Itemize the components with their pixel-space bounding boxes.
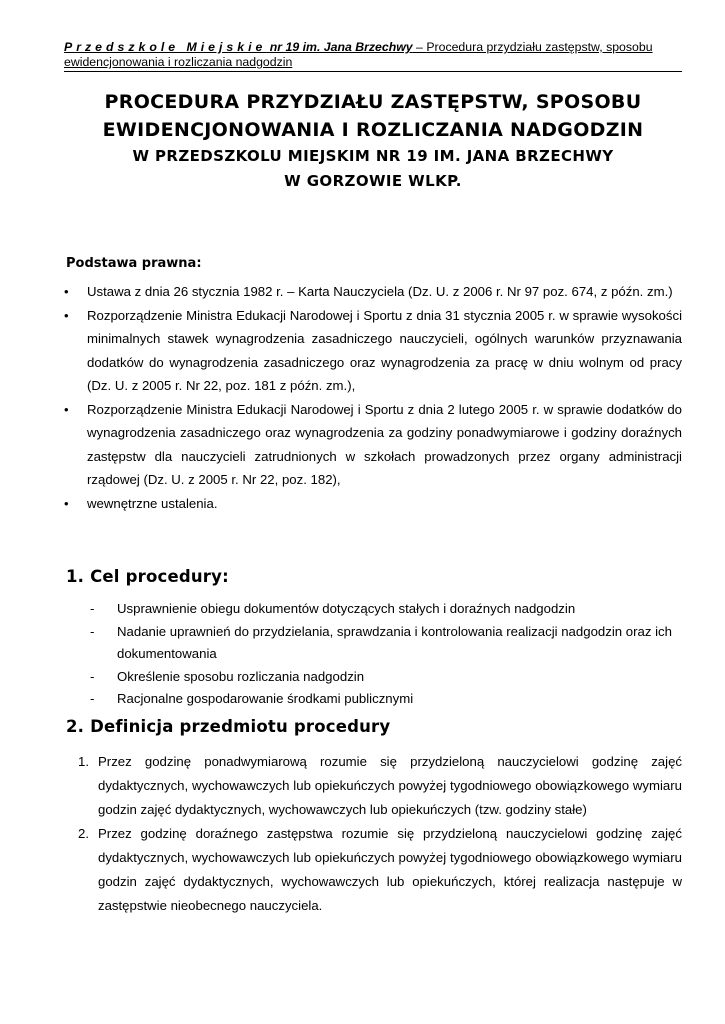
list-item-text: Usprawnienie obiegu dokumentów dotyczących stałych i doraźnych nadgodzin [117,601,576,616]
list-item-text: Ustawa z dnia 26 stycznia 1982 r. – Karta Nauczyciela (Dz. U. z 2006 r. Nr 97 poz. 674, z późn. zm.) [87,284,673,299]
list-item-text: wewnętrzne ustalenia. [87,495,218,511]
header-institution [64,40,413,54]
bullet-icon: • [64,307,69,323]
legal-basis-heading: Podstawa prawna: [66,256,202,271]
dash-icon: - [90,601,95,616]
bullet-icon: • [64,284,69,299]
list-item-text: Przez godzinę ponadwymiarową rozumie się przydzieloną nauczycielowi godzinę zajęć dydaktycznych, wychowawczych lub opiekuńczych powyżej tygodniowego obowiązkowego wymiaru godzin zajęć dydaktycznych, wychowawczych lub opiekuńczych (tzw. godziny stałe) [98,754,682,817]
list-item [78,822,682,918]
running-header [64,40,682,72]
item-number: 1. [78,754,89,769]
list-item-text: Nadanie uprawnień do przydzielania, sprawdzania i kontrolowania realizacji nadgodzin oraz ich dokumentowania [117,623,672,661]
section-2-heading: 2. Definicja przedmiotu procedury [66,717,391,736]
list-item [90,666,682,689]
bullet-icon: • [64,495,69,511]
header-description: Procedura przydziału zastępstw, sposobu ewidencjonowania i rozliczania nadgodzin [64,40,653,69]
list-item-text: Racjonalne gospodarowanie środkami publicznymi [117,691,414,706]
document-title [64,88,682,194]
list-item [64,280,682,304]
header-separator: – [412,40,427,54]
bullet-icon: • [64,401,69,417]
list-item-text: Rozporządzenie Ministra Edukacji Narodowej i Sportu z dnia 2 lutego 2005 r. w sprawie dodatków do wynagrodzenia zasadniczego oraz wynagrodzenia za godziny ponadwymiarowe i godziny doraźnych zastępstw dla nauczycieli zatrudnionych w szkołach prowadzonych przez organy administracji rządowej (Dz. U. z 2005 r. Nr 22, poz. 182), [87,401,682,487]
title-line-2: EWIDENCJONOWANIA I ROZLICZANIA NADGODZIN [102,119,644,141]
list-item-text: Rozporządzenie Ministra Edukacji Narodowej i Sportu z dnia 31 stycznia 2005 r. w sprawie wysokości minimalnych stawek wynagrodzenia zasadniczego nauczycieli, ogólnych warunków przyznawania dodatków do wynagrodzenia zasadniczego oraz wynagrodzenia za pracę w dniu wolnym od pracy (Dz. U. z 2005 r. Nr 22, poz. 181 z późn. zm.), [87,307,682,393]
list-item-text: Określenie sposobu rozliczania nadgodzin [117,668,365,684]
list-item [78,750,682,822]
list-item-text: Przez godzinę doraźnego zastępstwa rozumie się przydzieloną nauczycielowi godzinę zajęć dydaktycznych, wychowawczych lub opiekuńczych powyżej tygodniowego obowiązkowego wymiaru godzin zajęć dydaktycznych, wychowawczych lub opiekuńczych, której realizacja następuje w zastępstwie nieobecnego nauczyciela. [98,826,682,913]
title-line-1: PROCEDURA PRZYDZIAŁU ZASTĘPSTW, SPOSOBU [104,91,642,113]
list-item [64,398,682,492]
dash-icon: - [90,691,95,706]
header-institution-spaced: Przedszkole Miejskie [64,40,267,54]
item-number: 2. [78,826,89,841]
list-item [64,304,682,398]
title-line-3: W PRZEDSZKOLU MIEJSKIM NR 19 IM. JANA BRZECHWY [132,147,614,165]
list-item [90,621,682,666]
title-line-4: W GORZOWIE WLKP. [284,172,462,190]
list-item [90,598,682,621]
list-item [90,688,682,711]
section-1-heading: 1. Cel procedury: [66,567,229,586]
section-1-list [90,598,682,711]
list-item [64,492,682,516]
header-institution-rest: nr 19 im. Jana Brzechwy [269,40,413,54]
legal-basis-list [64,280,682,515]
section-2-list [78,750,682,918]
dash-icon: - [90,623,95,639]
dash-icon: - [90,668,95,684]
